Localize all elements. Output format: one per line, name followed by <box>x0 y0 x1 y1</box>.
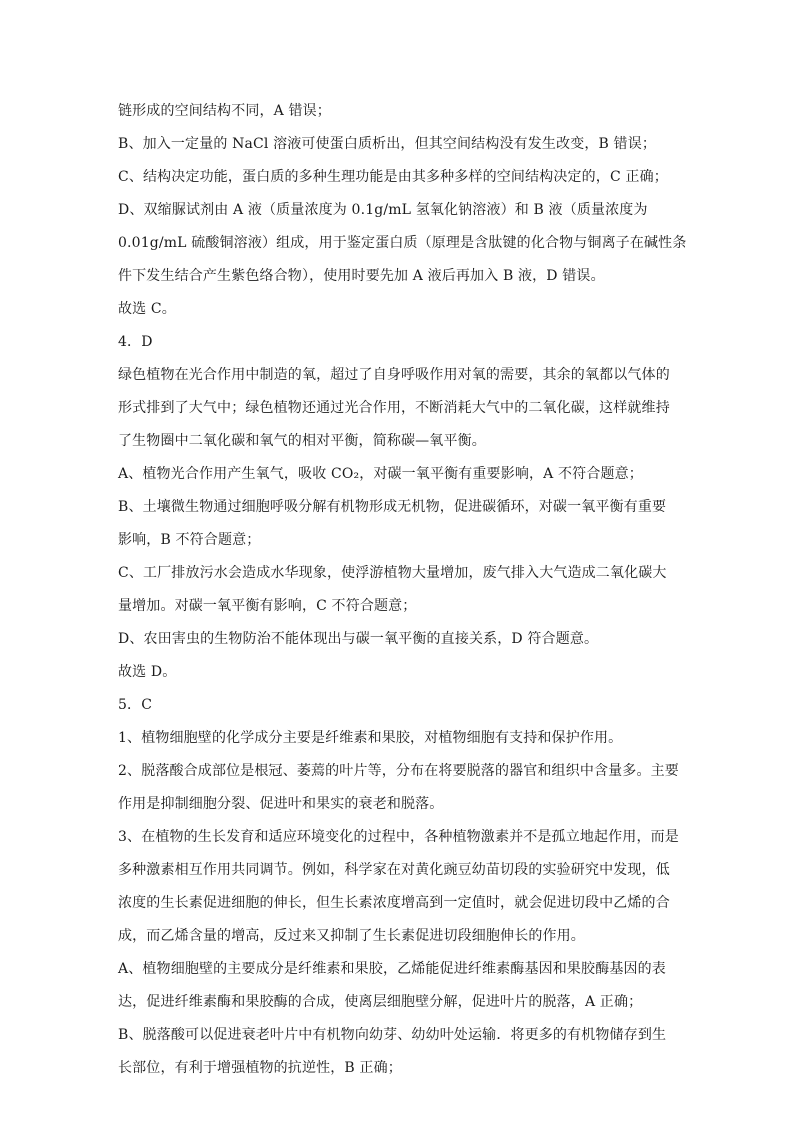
text-line: 故选 D。 <box>118 664 177 680</box>
text-line: 形式排到了大气中；绿色植物还通过光合作用，不断消耗大气中的二氧化碳，这样就维持 <box>118 400 670 416</box>
text-line: 2、脱落酸合成部位是根冠、萎蔫的叶片等，分布在将要脱落的器官和组织中含量多。主要 <box>118 763 679 779</box>
document-page <box>118 100 687 1090</box>
text-line: B、脱落酸可以促进衰老叶片中有机物向幼芽、幼幼叶处运输．将更多的有机物储存到生 <box>118 1027 667 1043</box>
question-number: 5．C <box>118 697 153 713</box>
text-line: 1、植物细胞壁的化学成分主要是纤维素和果胶，对植物细胞有支持和保护作用。 <box>118 730 623 746</box>
question-number: 4．D <box>118 334 153 350</box>
text-line: 达，促进纤维素酶和果胶酶的合成，使离层细胞壁分解，促进叶片的脱落，A 正确； <box>118 994 643 1010</box>
text-line: D、农田害虫的生物防治不能体现出与碳一氧平衡的直接关系，D 符合题意。 <box>118 631 599 647</box>
text-line: B、加入一定量的 NaCl 溶液可使蛋白质析出，但其空间结构没有发生改变，B 错误； <box>118 136 657 152</box>
text-line: 作用是抑制细胞分裂、促进叶和果实的衰老和脱落。 <box>118 796 444 812</box>
text-line: 链形成的空间结构不同，A 错误； <box>118 103 331 119</box>
text-line: 绿色植物在光合作用中制造的氧，超过了自身呼吸作用对氧的需要，其余的氧都以气体的 <box>118 367 670 383</box>
text-line: 长部位，有利于增强植物的抗逆性，B 正确； <box>118 1060 402 1076</box>
text-line: 件下发生结合产生紫色络合物），使用时要先加 A 液后再加入 B 液，D 错误。 <box>118 268 605 284</box>
text-line: 0.01g/mL 硫酸铜溶液）组成，用于鉴定蛋白质（原理是含肽键的化合物与铜离子在碱性条 <box>118 235 687 251</box>
text-line: 成，而乙烯含量的增高，反过来又抑制了生长素促进切段细胞伸长的作用。 <box>118 928 585 944</box>
text-line: C、结构决定功能，蛋白质的多种生理功能是由其多种多样的空间结构决定的，C 正确； <box>118 169 668 185</box>
text-line: A、植物光合作用产生氧气，吸收 CO₂，对碳一氧平衡有重要影响，A 不符合题意； <box>118 466 643 482</box>
text-line: 3、在植物的生长发育和适应环境变化的过程中，各种植物激素并不是孤立地起作用，而是 <box>118 829 679 845</box>
text-line: A、植物细胞壁的主要成分是纤维素和果胶，乙烯能促进纤维素酶基因和果胶酶基因的表 <box>118 961 666 977</box>
text-line: B、土壤微生物通过细胞呼吸分解有机物形成无机物，促进碳循环，对碳一氧平衡有重要 <box>118 499 667 515</box>
text-line: 浓度的生长素促进细胞的伸长，但生长素浓度增高到一定值时，就会促进切段中乙烯的合 <box>118 895 670 911</box>
text-line: 影响，B 不符合题意； <box>118 532 261 548</box>
text-line: C、工厂排放污水会造成水华现象，使浮游植物大量增加，废气排入大气造成二氧化碳大 <box>118 565 667 581</box>
text-line: 量增加。对碳一氧平衡有影响，C 不符合题意； <box>118 598 417 614</box>
text-line: 故选 C。 <box>118 301 176 317</box>
text-line: 多种激素相互作用共同调节。例如，科学家在对黄化豌豆幼苗切段的实验研究中发现，低 <box>118 862 670 878</box>
text-line: D、双缩脲试剂由 A 液（质量浓度为 0.1g/mL 氢氧化钠溶液）和 B 液（质量浓度为 <box>118 202 648 218</box>
text-line: 了生物圈中二氧化碳和氧气的相对平衡，简称碳—氧平衡。 <box>118 433 486 449</box>
